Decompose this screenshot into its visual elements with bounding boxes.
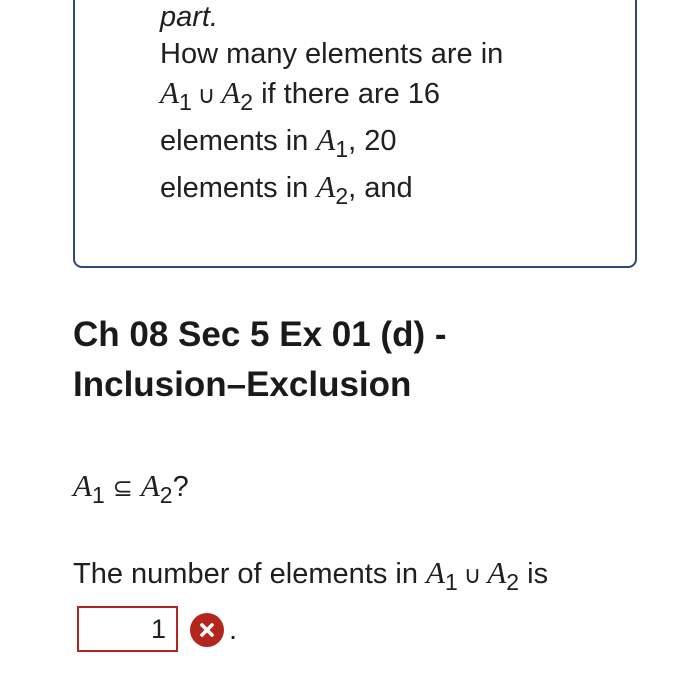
section-title-line-2: Inclusion–Exclusion — [73, 365, 412, 404]
question-line-3-tail: , 20 — [348, 125, 397, 157]
set-subscript: 1 — [91, 482, 105, 508]
section-title-line-1: Ch 08 Sec 5 Ex 01 (d) - — [73, 315, 447, 354]
set-a-label: A — [426, 555, 445, 590]
answer-input[interactable] — [77, 606, 178, 652]
question-line-2 — [160, 75, 441, 115]
set-subscript: 1 — [335, 136, 349, 162]
union-symbol: ∪ — [197, 81, 216, 109]
set-subscript: 2 — [159, 482, 173, 508]
set-subscript: 2 — [506, 569, 520, 595]
set-subscript: 1 — [444, 569, 458, 595]
set-a-label: A — [221, 75, 241, 110]
question-line-1: How many elements are in — [160, 38, 504, 70]
set-a-label: A — [73, 468, 92, 503]
set-a-label: A — [316, 169, 336, 204]
question-line-4-head: elements in — [160, 172, 309, 204]
subset-question — [73, 468, 189, 508]
question-line-4 — [160, 169, 413, 209]
set-a-label: A — [140, 468, 160, 503]
set-subscript: 2 — [240, 89, 254, 115]
set-a-label: A — [487, 555, 507, 590]
question-mark: ? — [172, 471, 189, 503]
trailing-period: . — [229, 614, 238, 646]
set-a-label: A — [316, 122, 336, 157]
section-title — [73, 310, 633, 410]
question-line-2-text: if there are 16 — [261, 78, 441, 110]
question-line-3-head: elements in — [160, 125, 309, 157]
subset-symbol: ⊆ — [112, 474, 133, 502]
question-line-3 — [160, 122, 397, 162]
question-part-label: part. — [160, 1, 219, 33]
union-symbol: ∪ — [463, 561, 482, 589]
answer-prompt-text: The number of elements in — [73, 558, 418, 590]
set-a-label: A — [160, 75, 179, 110]
error-x-icon — [190, 613, 224, 647]
question-line-4-tail: , and — [348, 172, 413, 204]
set-subscript: 2 — [335, 183, 349, 209]
answer-prompt-suffix: is — [527, 558, 549, 590]
set-subscript: 1 — [178, 89, 192, 115]
answer-prompt — [73, 555, 549, 595]
